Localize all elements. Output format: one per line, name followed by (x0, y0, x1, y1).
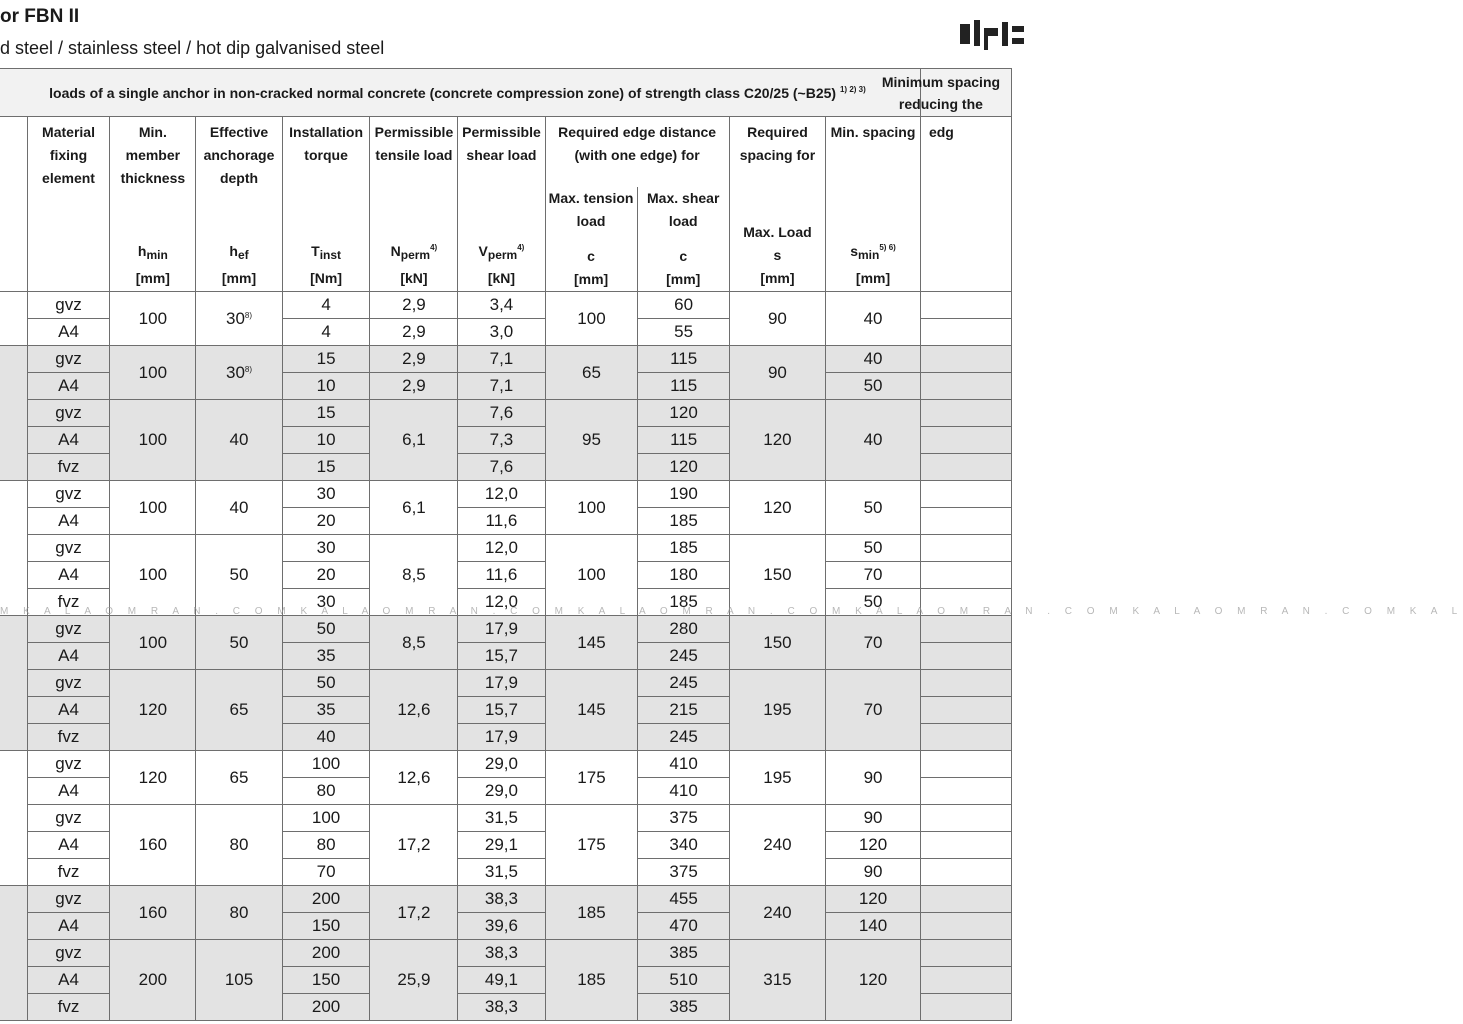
nperm-cell: 8,5 (370, 616, 458, 670)
hef-cell: 65 (196, 670, 282, 751)
nperm-cell: 12,6 (370, 751, 458, 805)
vperm-cell: 38,3 (458, 994, 545, 1021)
edge-partial-cell (920, 616, 1011, 643)
nperm-cell: 8,5 (370, 535, 458, 616)
edge-shear-cell: 190 (638, 481, 729, 508)
smin-cell: 90 (826, 751, 921, 805)
header-material: Material fixing element (27, 117, 110, 292)
hef-cell: 65 (196, 751, 282, 805)
nperm-cell: 2,9 (370, 292, 458, 319)
smin-cell: 140 (826, 913, 921, 940)
material-cell: A4 (27, 913, 110, 940)
watermark: M K A L A O M R A N . C O M K A L A O M R A N . C O M K A L A O M R A N . C O M K A L A O M R A N . C O M K A L A O M R A N . C O M K A L (0, 606, 1463, 617)
smin-cell: 120 (826, 832, 921, 859)
edge-partial-cell (920, 697, 1011, 724)
smin-cell: 120 (826, 886, 921, 913)
material-cell: gvz (27, 481, 110, 508)
tinst-cell: 15 (282, 346, 370, 373)
edge-shear-cell: 55 (638, 319, 729, 346)
smin-cell: 50 (826, 481, 921, 535)
tinst-cell: 4 (282, 292, 370, 319)
nperm-cell: 17,2 (370, 886, 458, 940)
edge-shear-cell: 385 (638, 994, 729, 1021)
edge-shear-cell: 120 (638, 454, 729, 481)
hmin-cell: 100 (110, 400, 196, 481)
hmin-cell: 160 (110, 805, 196, 886)
edge-shear-cell: 340 (638, 832, 729, 859)
page-title: or FBN II (0, 6, 80, 27)
vperm-cell: 29,1 (458, 832, 545, 859)
header-smin: Min. spacing smin$^{5) 6)}$ [mm] (826, 117, 921, 292)
nperm-cell: 25,9 (370, 940, 458, 1021)
table-row (0, 535, 1012, 562)
edge-partial-cell (920, 319, 1011, 346)
header-hef: Effective anchorage depth hef [mm] (196, 117, 282, 292)
spacing-cell: 195 (729, 670, 825, 751)
spacing-cell: 120 (729, 481, 825, 535)
material-cell: gvz (27, 805, 110, 832)
material-cell: gvz (27, 535, 110, 562)
nperm-cell: 2,9 (370, 373, 458, 400)
hef-cell: 50 (196, 616, 282, 670)
header-tinst: Installation torque Tinst [Nm] (282, 117, 370, 292)
material-cell: fvz (27, 589, 110, 616)
tinst-cell: 50 (282, 616, 370, 643)
tinst-cell: 40 (282, 724, 370, 751)
tinst-cell: 200 (282, 940, 370, 967)
edge-partial-cell (920, 886, 1011, 913)
vperm-cell: 7,1 (458, 373, 545, 400)
nperm-cell: 17,2 (370, 805, 458, 886)
tinst-cell: 70 (282, 859, 370, 886)
smin-cell: 40 (826, 292, 921, 346)
tinst-cell: 30 (282, 535, 370, 562)
edge-shear-cell: 385 (638, 940, 729, 967)
edge-partial-cell (920, 805, 1011, 832)
header-vperm: Permissible shear load Vperm$^{4)}$ [kN] (458, 117, 545, 292)
edge-shear-cell: 410 (638, 751, 729, 778)
smin-cell: 50 (826, 589, 921, 616)
header-blank (0, 117, 27, 292)
edge-shear-cell: 115 (638, 346, 729, 373)
smin-cell: 50 (826, 535, 921, 562)
spacing-cell: 150 (729, 616, 825, 670)
spacing-cell: 90 (729, 292, 825, 346)
tinst-cell: 150 (282, 913, 370, 940)
edge-tension-cell: 65 (545, 346, 638, 400)
edge-partial-cell (920, 967, 1011, 994)
hmin-cell: 100 (110, 616, 196, 670)
nperm-cell: 12,6 (370, 670, 458, 751)
hmin-cell: 100 (110, 481, 196, 535)
edge-tension-cell: 145 (545, 616, 638, 670)
edge-tension-cell: 100 (545, 481, 638, 535)
vperm-cell: 17,9 (458, 616, 545, 643)
tinst-cell: 30 (282, 481, 370, 508)
vperm-cell: 15,7 (458, 643, 545, 670)
edge-shear-cell: 280 (638, 616, 729, 643)
edge-shear-cell: 375 (638, 805, 729, 832)
edge-shear-cell: 115 (638, 373, 729, 400)
hmin-cell: 120 (110, 670, 196, 751)
material-cell: A4 (27, 373, 110, 400)
tinst-cell: 15 (282, 454, 370, 481)
material-cell: gvz (27, 886, 110, 913)
edge-partial-cell (920, 832, 1011, 859)
tinst-cell: 100 (282, 751, 370, 778)
tinst-cell: 10 (282, 427, 370, 454)
header-edge-partial: edg (920, 117, 1011, 292)
tinst-cell: 80 (282, 778, 370, 805)
edge-partial-cell (920, 994, 1011, 1021)
material-cell: fvz (27, 454, 110, 481)
size-cell (0, 292, 27, 346)
vperm-cell: 49,1 (458, 967, 545, 994)
spacing-cell: 150 (729, 535, 825, 616)
edge-partial-cell (920, 535, 1011, 562)
edge-partial-cell (920, 670, 1011, 697)
material-cell: fvz (27, 994, 110, 1021)
edge-tension-cell: 185 (545, 940, 638, 1021)
edge-partial-cell (920, 454, 1011, 481)
edge-shear-cell: 120 (638, 400, 729, 427)
hmin-cell: 100 (110, 346, 196, 400)
header-nperm: Permissible tensile load Nperm$^{4)}$ [kN] (370, 117, 458, 292)
vperm-cell: 31,5 (458, 805, 545, 832)
edge-shear-cell: 410 (638, 778, 729, 805)
material-cell: gvz (27, 940, 110, 967)
edge-partial-cell (920, 481, 1011, 508)
vperm-cell: 29,0 (458, 778, 545, 805)
smin-cell: 70 (826, 562, 921, 589)
vperm-cell: 15,7 (458, 697, 545, 724)
spacing-cell: 240 (729, 805, 825, 886)
edge-shear-cell: 245 (638, 724, 729, 751)
nperm-cell: 6,1 (370, 400, 458, 481)
vperm-cell: 17,9 (458, 670, 545, 697)
tinst-cell: 50 (282, 670, 370, 697)
tinst-cell: 15 (282, 400, 370, 427)
edge-partial-cell (920, 400, 1011, 427)
material-cell: A4 (27, 832, 110, 859)
vperm-cell: 29,0 (458, 751, 545, 778)
hmin-cell: 120 (110, 751, 196, 805)
edge-shear-cell: 375 (638, 859, 729, 886)
vperm-cell: 7,6 (458, 400, 545, 427)
size-cell (0, 886, 27, 1021)
brand-logo (958, 18, 1024, 54)
vperm-cell: 12,0 (458, 481, 545, 508)
material-cell: fvz (27, 859, 110, 886)
group-header-main: loads of a single anchor in non-cracked normal concrete (concrete compression zone) of strength class C20/25 (~B25) $^{1) 2) 3)}$ (0, 69, 920, 117)
nperm-cell: 6,1 (370, 481, 458, 535)
vperm-cell: 7,6 (458, 454, 545, 481)
hmin-cell: 100 (110, 535, 196, 616)
tinst-cell: 4 (282, 319, 370, 346)
table-row (0, 481, 1012, 508)
smin-cell: 40 (826, 346, 921, 373)
hef-cell: 30$^{8)}$ (196, 346, 282, 400)
tinst-cell: 30 (282, 589, 370, 616)
material-cell: gvz (27, 346, 110, 373)
material-cell: A4 (27, 643, 110, 670)
vperm-cell: 12,0 (458, 535, 545, 562)
vperm-cell: 38,3 (458, 886, 545, 913)
vperm-cell: 11,6 (458, 562, 545, 589)
material-cell: A4 (27, 427, 110, 454)
edge-shear-cell: 470 (638, 913, 729, 940)
edge-partial-cell (920, 643, 1011, 670)
edge-partial-cell (920, 346, 1011, 373)
table-row (0, 940, 1012, 967)
edge-partial-cell (920, 292, 1011, 319)
spacing-cell: 315 (729, 940, 825, 1021)
anchor-load-table (0, 68, 1012, 1021)
edge-partial-cell (920, 724, 1011, 751)
size-cell (0, 481, 27, 616)
smin-cell: 40 (826, 400, 921, 481)
tinst-cell: 80 (282, 832, 370, 859)
vperm-cell: 11,6 (458, 508, 545, 535)
spacing-cell: 120 (729, 400, 825, 481)
table-row (0, 346, 1012, 373)
material-cell: A4 (27, 697, 110, 724)
vperm-cell: 7,3 (458, 427, 545, 454)
edge-shear-cell: 185 (638, 508, 729, 535)
edge-shear-cell: 60 (638, 292, 729, 319)
edge-shear-cell: 245 (638, 670, 729, 697)
tinst-cell: 200 (282, 994, 370, 1021)
vperm-cell: 12,0 (458, 589, 545, 616)
vperm-cell: 7,1 (458, 346, 545, 373)
size-cell (0, 346, 27, 481)
table-row (0, 886, 1012, 913)
table-row (0, 805, 1012, 832)
tinst-cell: 200 (282, 886, 370, 913)
edge-tension-cell: 175 (545, 751, 638, 805)
edge-shear-cell: 185 (638, 535, 729, 562)
vperm-cell: 3,4 (458, 292, 545, 319)
smin-cell: 90 (826, 859, 921, 886)
tinst-cell: 100 (282, 805, 370, 832)
vperm-cell: 17,9 (458, 724, 545, 751)
tinst-cell: 35 (282, 697, 370, 724)
material-cell: A4 (27, 319, 110, 346)
tinst-cell: 150 (282, 967, 370, 994)
smin-cell: 90 (826, 805, 921, 832)
edge-partial-cell (920, 940, 1011, 967)
tinst-cell: 20 (282, 508, 370, 535)
edge-tension-cell: 100 (545, 292, 638, 346)
smin-cell: 120 (826, 940, 921, 1021)
table-row (0, 400, 1012, 427)
spacing-cell: 240 (729, 886, 825, 940)
material-cell: fvz (27, 724, 110, 751)
hef-cell: 105 (196, 940, 282, 1021)
material-cell: gvz (27, 616, 110, 643)
material-cell: gvz (27, 670, 110, 697)
edge-partial-cell (920, 751, 1011, 778)
edge-partial-cell (920, 778, 1011, 805)
table-row (0, 616, 1012, 643)
table-row (0, 292, 1012, 319)
material-cell: A4 (27, 508, 110, 535)
material-cell: A4 (27, 967, 110, 994)
hef-cell: 40 (196, 400, 282, 481)
hef-cell: 30$^{8)}$ (196, 292, 282, 346)
vperm-cell: 31,5 (458, 859, 545, 886)
table-row (0, 670, 1012, 697)
vperm-cell: 38,3 (458, 940, 545, 967)
tinst-cell: 10 (282, 373, 370, 400)
edge-partial-cell (920, 508, 1011, 535)
page-subtitle: d steel / stainless steel / hot dip galvanised steel (0, 38, 385, 58)
hef-cell: 50 (196, 535, 282, 616)
material-cell: gvz (27, 751, 110, 778)
smin-cell: 70 (826, 670, 921, 751)
header-hmin: Min. member thickness hmin [mm] (110, 117, 196, 292)
material-cell: A4 (27, 778, 110, 805)
material-cell: gvz (27, 400, 110, 427)
spacing-cell: 195 (729, 751, 825, 805)
hmin-cell: 200 (110, 940, 196, 1021)
spacing-cell: 90 (729, 346, 825, 400)
edge-shear-cell: 180 (638, 562, 729, 589)
nperm-cell: 2,9 (370, 346, 458, 373)
edge-tension-cell: 100 (545, 535, 638, 616)
table-row (0, 751, 1012, 778)
group-header-right: Minimum spacing reducing the (920, 69, 1011, 117)
material-cell: gvz (27, 292, 110, 319)
edge-shear-cell: 185 (638, 589, 729, 616)
hef-cell: 80 (196, 805, 282, 886)
hmin-cell: 100 (110, 292, 196, 346)
smin-cell: 50 (826, 373, 921, 400)
edge-tension-cell: 95 (545, 400, 638, 481)
vperm-cell: 39,6 (458, 913, 545, 940)
edge-tension-cell: 145 (545, 670, 638, 751)
hef-cell: 40 (196, 481, 282, 535)
edge-shear-cell: 455 (638, 886, 729, 913)
vperm-cell: 3,0 (458, 319, 545, 346)
smin-cell: 70 (826, 616, 921, 670)
header-spacing: Required spacing for Max. Load s [mm] (729, 117, 825, 292)
header-edge-distance: Required edge distance (with one edge) for Max. tension load c [mm] Max. shear load c [mm] (545, 117, 729, 292)
tinst-cell: 35 (282, 643, 370, 670)
edge-shear-cell: 115 (638, 427, 729, 454)
edge-shear-cell: 215 (638, 697, 729, 724)
edge-shear-cell: 510 (638, 967, 729, 994)
edge-partial-cell (920, 562, 1011, 589)
edge-tension-cell: 175 (545, 805, 638, 886)
edge-tension-cell: 185 (545, 886, 638, 940)
material-cell: A4 (27, 562, 110, 589)
hmin-cell: 160 (110, 886, 196, 940)
size-cell (0, 616, 27, 751)
nperm-cell: 2,9 (370, 319, 458, 346)
hef-cell: 80 (196, 886, 282, 940)
edge-partial-cell (920, 859, 1011, 886)
edge-shear-cell: 245 (638, 643, 729, 670)
tinst-cell: 20 (282, 562, 370, 589)
edge-partial-cell (920, 427, 1011, 454)
edge-partial-cell (920, 913, 1011, 940)
size-cell (0, 751, 27, 886)
edge-partial-cell (920, 373, 1011, 400)
